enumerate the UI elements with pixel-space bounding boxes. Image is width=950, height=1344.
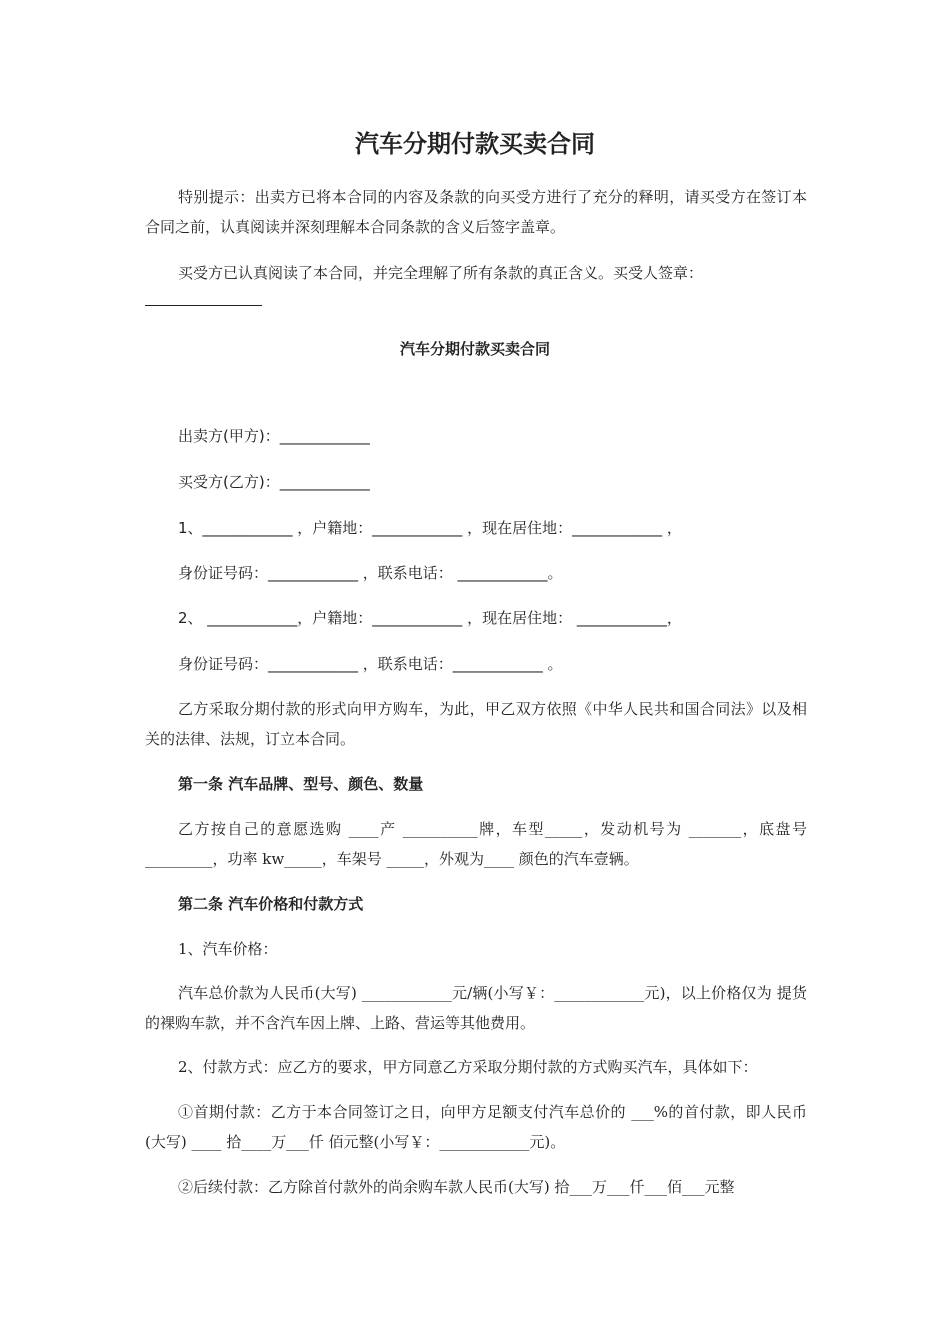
party-2-address: 2、 ____________，户籍地：____________ ，现在居住地： ____________， bbox=[178, 609, 682, 627]
buyer-acknowledgement: 买受方已认真阅读了本合同，并完全理解了所有条款的真正含义。买受人签章： bbox=[178, 264, 704, 282]
first-payment: ①首期付款：乙方于本合同签订之日，向甲方足额支付汽车总价的 ___%的首付款，即人民币(大写) ____ 拾____万___仟 佰元整(小写￥：____________元)。 bbox=[145, 1103, 807, 1151]
buyer-line: 买受方(乙方)：____________ bbox=[178, 473, 370, 491]
article-1-body: 乙方按自己的意愿选购 ____产 __________牌，车型_____，发动机号为 _______，底盘号 _________，功率 kw_____，车架号 _____，外观为____ 颜色的汽车壹辆。 bbox=[145, 820, 807, 868]
article-2-title: 第二条 汽车价格和付款方式 bbox=[178, 895, 364, 913]
price-body: 汽车总价款为人民币(大写) ____________元/辆(小写￥：____________元)，以上价格仅为 提货的裸购车款，并不含汽车因上牌、上路、营运等其他费用。 bbox=[145, 984, 807, 1032]
payment-method: 2、付款方式：应乙方的要求，甲方同意乙方采取分期付款的方式购买汽车，具体如下： bbox=[178, 1058, 758, 1076]
article-1-title: 第一条 汽车品牌、型号、颜色、数量 bbox=[178, 775, 424, 793]
price-heading: 1、汽车价格： bbox=[178, 940, 278, 958]
signature-line bbox=[145, 305, 262, 306]
seller-line: 出卖方(甲方)：____________ bbox=[178, 427, 370, 445]
document-title: 汽车分期付款买卖合同 bbox=[355, 130, 595, 158]
contract-intro: 乙方采取分期付款的形式向甲方购车，为此，甲乙双方依照《中华人民共和国合同法》以及相关的法律、法规，订立本合同。 bbox=[145, 700, 807, 748]
special-notice: 特别提示：出卖方已将本合同的内容及条款的向买受方进行了充分的释明，请买受方在签订本合同之前，认真阅读并深刻理解本合同条款的含义后签字盖章。 bbox=[145, 188, 807, 236]
party-1-address: 1、____________ ，户籍地：____________ ，现在居住地：____________ ， bbox=[178, 519, 682, 537]
subsequent-payment: ②后续付款：乙方除首付款外的尚余购车款人民币(大写) 拾___万___仟___佰___元整 bbox=[178, 1178, 735, 1196]
party-1-id: 身份证号码：____________ ，联系电话： ____________。 bbox=[178, 564, 563, 582]
party-2-id: 身份证号码：____________ ，联系电话：____________ 。 bbox=[178, 655, 563, 673]
contract-subtitle: 汽车分期付款买卖合同 bbox=[399, 340, 550, 358]
